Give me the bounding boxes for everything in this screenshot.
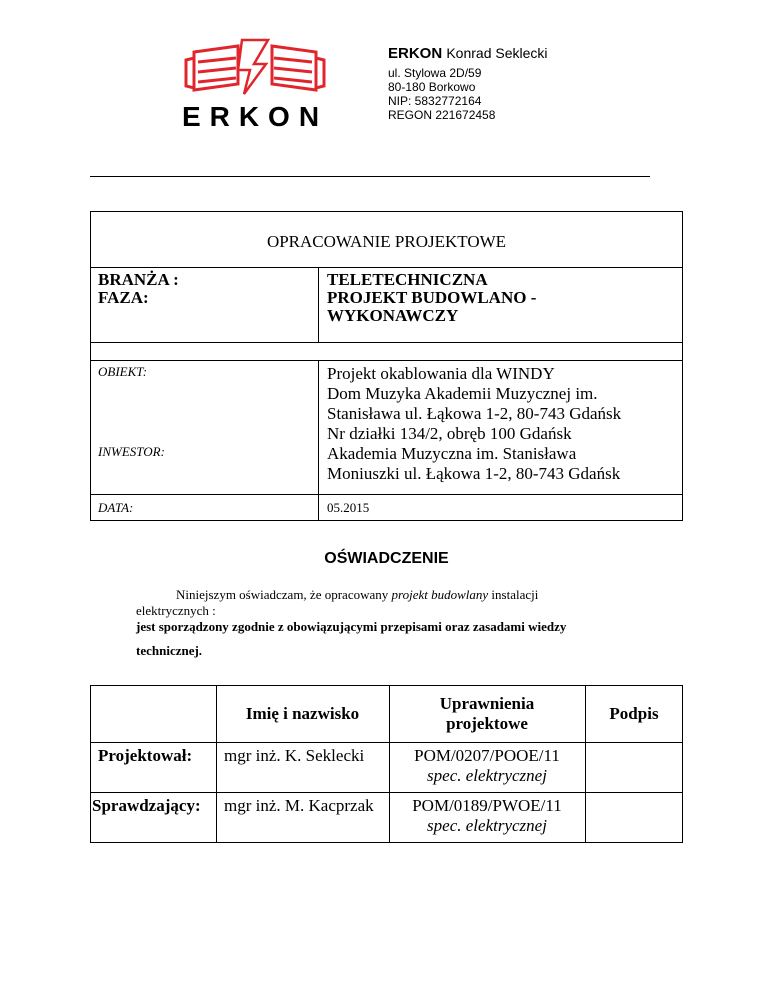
statement-line-1 — [176, 587, 538, 603]
statement-emphasis: projekt budowlany — [391, 587, 489, 602]
statement-text: instalacji — [488, 587, 539, 602]
project-heading: OPRACOWANIE PROJEKTOWE — [266, 232, 507, 251]
inwestor-label: INWESTOR: — [98, 444, 165, 459]
statement-line-4: technicznej. — [136, 643, 203, 658]
inwestor-line: Akademia Muzyczna im. Stanisława — [327, 444, 577, 463]
logo-text: ERKON — [181, 101, 329, 130]
header-divider — [90, 176, 650, 177]
inwestor-line: Moniuszki ul. Łąkowa 1-2, 80-743 Gdańsk — [327, 464, 621, 483]
checker-rights: POM/0189/PWOE/11 — [412, 796, 562, 815]
table-divider — [318, 360, 319, 521]
role-checker: Sprawdzający: — [92, 796, 201, 815]
col-header-rights-cont: projektowe — [446, 714, 528, 733]
col-header-name: Imię i nazwisko — [245, 704, 360, 723]
col-header-sign: Podpis — [609, 704, 659, 723]
address-street: ul. Stylowa 2D/59 — [388, 66, 482, 80]
company-name-bold: ERKON — [388, 45, 443, 62]
faza-value: PROJEKT BUDOWLANO - — [327, 288, 537, 307]
statement-line-2: elektrycznych : — [136, 603, 216, 618]
branza-value: TELETECHNICZNA — [327, 270, 488, 289]
data-value: 05.2015 — [327, 500, 370, 515]
erkon-logo — [180, 38, 330, 130]
company-name — [388, 45, 548, 62]
address-regon: REGON 221672458 — [388, 108, 496, 122]
obiekt-line: Stanisława ul. Łąkowa 1-2, 80-743 Gdańsk — [327, 404, 622, 423]
table-divider — [90, 742, 683, 743]
role-designer: Projektował: — [98, 746, 193, 765]
table-divider — [90, 342, 683, 343]
checker-spec: spec. elektrycznej — [427, 816, 547, 835]
table-divider — [318, 267, 319, 342]
table-divider — [90, 792, 683, 793]
designer-rights: POM/0207/POOE/11 — [414, 746, 560, 765]
table-divider — [90, 267, 683, 268]
faza-label: FAZA: — [98, 288, 149, 307]
statement-title: OŚWIADCZENIE — [324, 550, 449, 567]
table-divider — [90, 494, 683, 495]
obiekt-line: Dom Muzyka Akademii Muzycznej im. — [327, 384, 598, 403]
statement-text: Niniejszym oświadczam, że opracowany — [176, 587, 392, 602]
data-label: DATA: — [98, 500, 134, 515]
obiekt-line: Nr działki 134/2, obręb 100 Gdańsk — [327, 424, 572, 443]
table-divider — [90, 360, 683, 361]
company-name-rest: Konrad Seklecki — [446, 45, 548, 61]
address-nip: NIP: 5832772164 — [388, 94, 482, 108]
obiekt-label: OBIEKT: — [98, 364, 148, 379]
checker-name: mgr inż. M. Kacprzak — [224, 796, 374, 815]
designer-spec: spec. elektrycznej — [427, 766, 547, 785]
statement-line-3: jest sporządzony zgodnie z obowiązującymi przepisami oraz zasadami wiedzy — [136, 619, 567, 634]
designer-name: mgr inż. K. Seklecki — [224, 746, 365, 765]
faza-value-cont: WYKONAWCZY — [327, 306, 459, 325]
address-city: 80-180 Borkowo — [388, 80, 476, 94]
obiekt-line: Projekt okablowania dla WINDY — [327, 364, 555, 383]
branza-label: BRANŻA : — [98, 270, 179, 289]
col-header-rights: Uprawnienia — [439, 694, 535, 713]
